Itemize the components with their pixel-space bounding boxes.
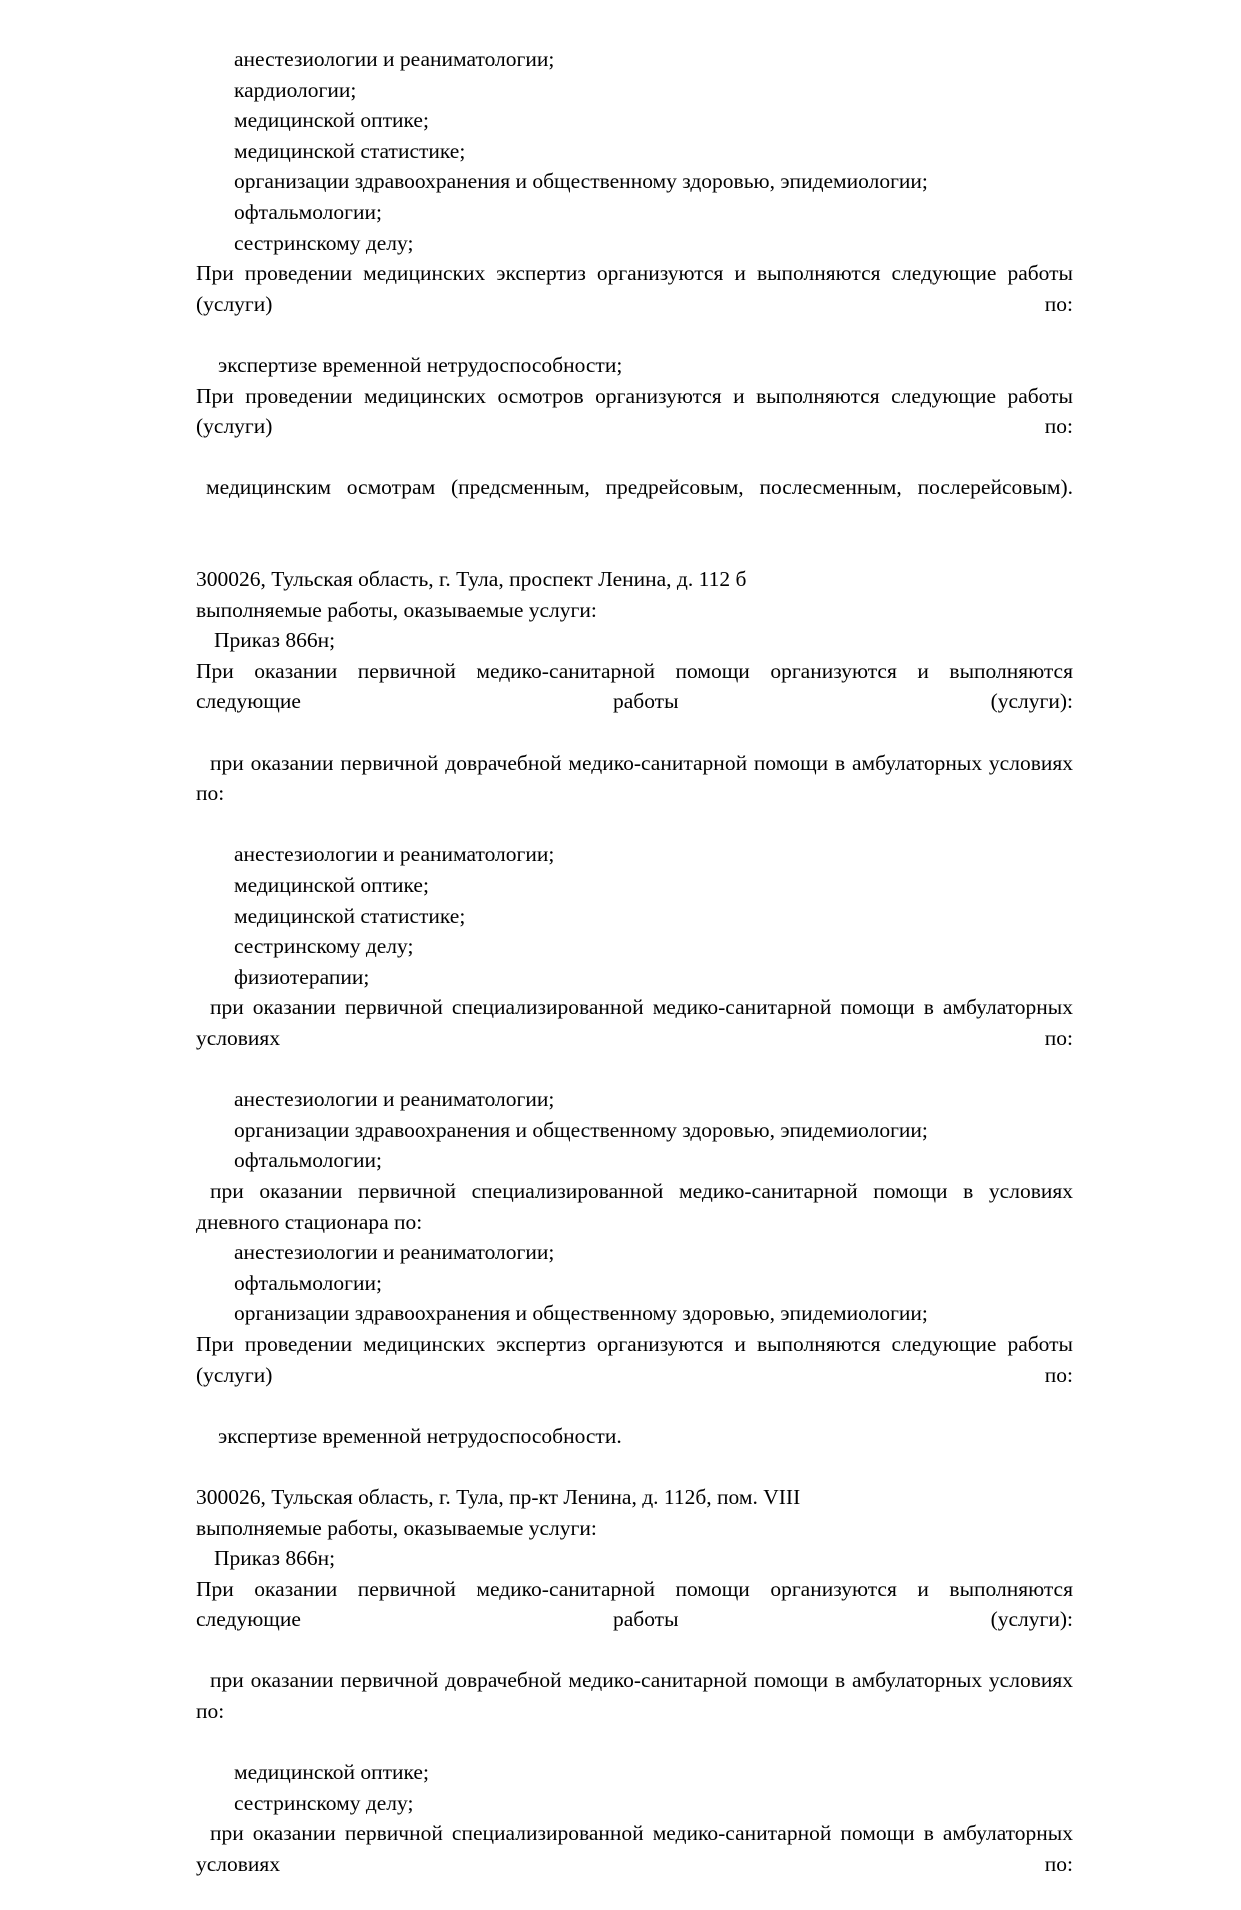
order-reference: Приказ 866н; <box>214 628 336 653</box>
section-address-2 <box>196 1482 1073 1910</box>
paragraph-specialized-outpatient: при оказании первичной специализированной медико-санитарной помощи в амбулаторных условиях по: <box>196 995 1073 1050</box>
service-item: анестезиологии и реаниматологии; <box>234 47 555 71</box>
service-item: организации здравоохранения и общественному здоровью, эпидемиологии; <box>234 1301 928 1326</box>
address-subheading: выполняемые работы, оказываемые услуги: <box>196 1515 597 1540</box>
paragraph-prehospital-outpatient: при оказании первичной доврачебной медико-санитарной помощи в амбулаторных условиях по: <box>196 1668 1073 1724</box>
service-item: медицинской статистике; <box>234 138 466 163</box>
service-item: организации здравоохранения и общественному здоровью, эпидемиологии; <box>234 169 928 194</box>
service-item: медицинской оптике; <box>234 873 429 898</box>
service-item: анестезиологии и реаниматологии; <box>234 1087 555 1112</box>
service-item: медицинской оптике; <box>234 108 429 133</box>
service-item: сестринскому делу; <box>234 230 414 255</box>
service-item: экспертизе временной нетрудоспособности; <box>218 352 623 377</box>
service-item: офтальмологии; <box>234 199 382 224</box>
section-continued <box>196 44 1073 534</box>
service-item-exams: медицинским осмотрам (предсменным, предрейсовым, послесменным, послерейсовым). <box>206 475 1073 500</box>
paragraph-prehospital-outpatient: при оказании первичной доврачебной медико-санитарной помощи в амбулаторных условиях по: <box>196 750 1073 806</box>
service-item: медицинской статистике; <box>234 903 466 928</box>
address-heading: 300026, Тульская область, г. Тула, проспект Ленина, д. 112 б <box>196 567 747 592</box>
paragraph-primary-care-intro: При оказании первичной медико-санитарной помощи организуются и выполняются следующие работы (услуги): <box>196 658 1073 714</box>
service-item: сестринскому делу; <box>234 934 414 959</box>
section-address-1 <box>196 564 1073 1451</box>
paragraph-exams-intro: При проведении медицинских осмотров организуются и выполняются следующие работы (услуги) по: <box>196 383 1073 439</box>
paragraph-expertise-intro: При проведении медицинских экспертиз организуются и выполняются следующие работы (услуги) по: <box>196 261 1073 316</box>
document-body <box>196 44 1073 1910</box>
service-item: сестринскому делу; <box>234 1790 414 1815</box>
paragraph-primary-care-intro: При оказании первичной медико-санитарной помощи организуются и выполняются следующие работы (услуги): <box>196 1576 1073 1632</box>
service-item: организации здравоохранения и общественному здоровью, эпидемиологии; <box>234 1117 928 1142</box>
service-item: офтальмологии; <box>234 1270 382 1295</box>
paragraph-expertise-intro: При проведении медицинских экспертиз организуются и выполняются следующие работы (услуги) по: <box>196 1331 1073 1387</box>
service-item: физиотерапии; <box>234 964 370 989</box>
paragraph-specialized-day-hospital: при оказании первичной специализированной медико-санитарной помощи в условиях дневного стационара по: <box>196 1178 1073 1234</box>
address-subheading: выполняемые работы, оказываемые услуги: <box>196 597 597 622</box>
service-item: анестезиологии и реаниматологии; <box>234 842 555 867</box>
service-item: кардиологии; <box>234 77 357 102</box>
service-item: анестезиологии и реаниматологии; <box>234 1240 555 1265</box>
address-heading: 300026, Тульская область, г. Тула, пр-кт Ленина, д. 112б, пом. VIII <box>196 1484 801 1509</box>
order-reference: Приказ 866н; <box>214 1546 336 1571</box>
service-item: медицинской оптике; <box>234 1760 429 1785</box>
service-item: офтальмологии; <box>234 1148 382 1173</box>
service-item: экспертизе временной нетрудоспособности. <box>218 1423 622 1448</box>
paragraph-specialized-outpatient: при оказании первичной специализированной медико-санитарной помощи в амбулаторных условиях по: <box>196 1821 1073 1877</box>
section-spacer <box>196 1451 1073 1482</box>
section-spacer <box>196 534 1073 565</box>
